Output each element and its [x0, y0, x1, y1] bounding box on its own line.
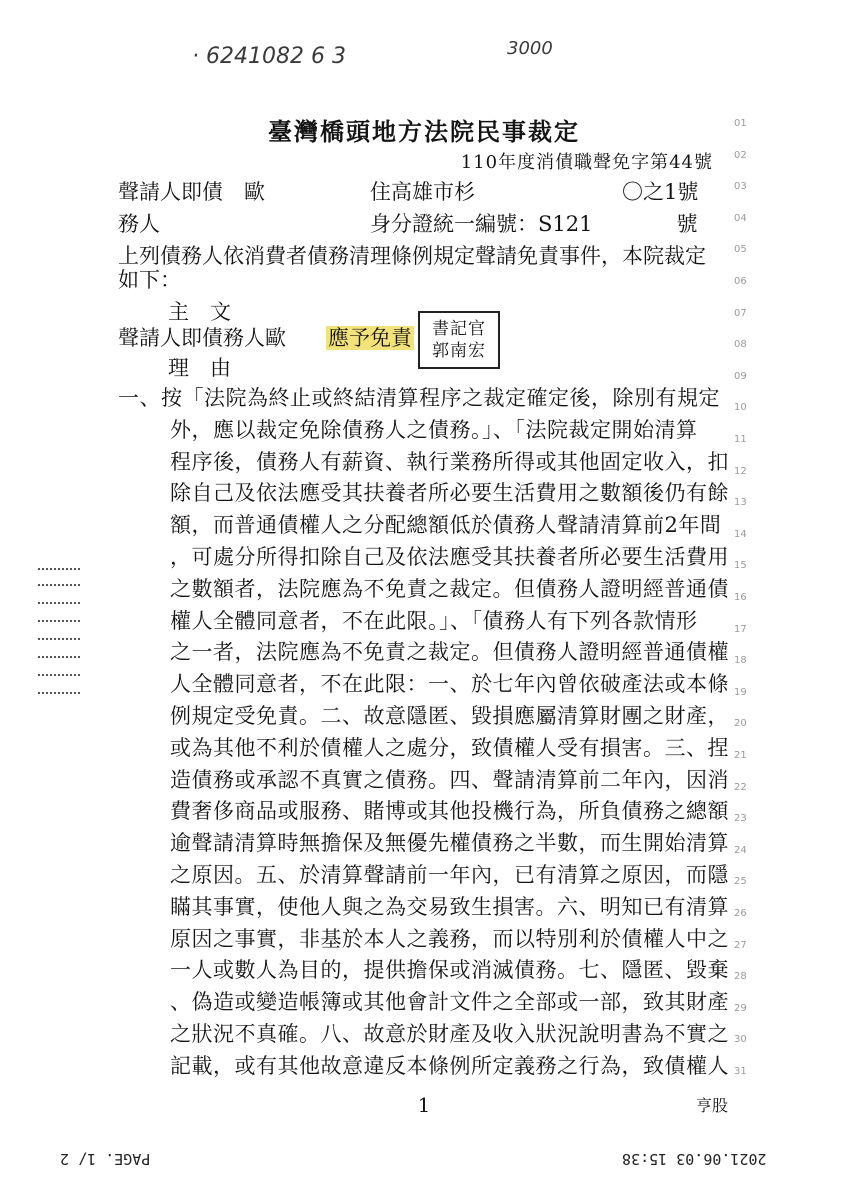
- dot-row: [38, 602, 80, 604]
- margin-line-number: 23: [734, 813, 747, 825]
- dot-row: [38, 568, 80, 570]
- margin-line-number: 08: [734, 339, 747, 351]
- margin-line-number: 30: [734, 1034, 747, 1046]
- margin-line-number: 15: [734, 560, 747, 572]
- margin-line-number: 07: [734, 307, 747, 319]
- margin-line-number: 12: [734, 465, 747, 477]
- margin-line-number: 25: [734, 876, 747, 888]
- page-number: 1: [417, 1093, 431, 1117]
- margin-line-number: 11: [734, 434, 747, 445]
- margin-line-number: 05: [734, 244, 747, 256]
- margin-line-number: 04: [734, 212, 747, 224]
- margin-line-number: 01: [734, 118, 747, 129]
- margin-line-number: 29: [734, 1002, 747, 1014]
- seal-name: 郭南宏: [432, 341, 486, 361]
- fax-header-date: 2021.06.03 15:38: [622, 1150, 767, 1168]
- reason-line: 記載，或有其他故意違反本條例所定義務之行為，致債權人: [170, 1053, 729, 1078]
- margin-line-number: 24: [734, 844, 747, 856]
- reason-line: 瞞其事實，使他人與之為交易致生損害。六、明知已有清算: [170, 894, 729, 919]
- reason-line: 一人或數人為目的，提供擔保或消滅債務。七、隱匿、毀棄: [170, 958, 729, 983]
- handwritten-number: · 6241082 6 3: [192, 44, 346, 69]
- margin-line-number: 19: [734, 686, 747, 698]
- reason-line: 原因之事實，非基於本人之義務，而以特別利於債權人中之: [170, 926, 729, 951]
- intro-line-2: 如下：: [118, 268, 181, 292]
- margin-line-number: 28: [734, 971, 747, 983]
- margin-line-number: 18: [734, 655, 747, 667]
- case-number: 110年度消債職聲免字第44號: [460, 152, 713, 173]
- binding-holes: [38, 568, 80, 698]
- reason-line: 費奢侈商品或服務、賭博或其他投機行為，所負債務之總額: [170, 799, 729, 824]
- reason-line: 之一者，法院應為不免責之裁定。但債務人證明經普通債權: [170, 640, 729, 665]
- dot-row: [38, 674, 80, 676]
- dot-row: [38, 638, 80, 640]
- margin-line-number: 03: [734, 181, 747, 193]
- margin-line-number: 10: [734, 402, 747, 414]
- reason-line: 之狀況不真確。八、故意於財產及收入狀況說明書為不實之: [170, 1022, 729, 1046]
- dot-row: [38, 692, 80, 694]
- margin-line-number: 22: [734, 781, 747, 793]
- margin-line-number: 17: [734, 623, 747, 635]
- dot-row: [38, 656, 80, 658]
- reason-line: 權人全體同意者，不在此限。」、「債務人有下列各款情形: [170, 608, 698, 633]
- reason-line: 之數額者，法院應為不免責之裁定。但債務人證明經普通債: [170, 576, 729, 601]
- dot-row: [38, 584, 80, 586]
- reason-line: 除自己及依法應受其扶養者所必要生活費用之數額後仍有餘: [170, 481, 729, 506]
- reason-line: 人全體同意者，不在此限：一、於七年內曾依破產法或本條: [170, 672, 729, 697]
- margin-line-number: 21: [734, 750, 747, 761]
- ruling-line: [118, 322, 418, 354]
- party-line-2: 務人 身分證統一編號：S121 號: [118, 212, 698, 236]
- margin-line-number: 26: [734, 908, 747, 919]
- reason-line: 或為其他不利於債權人之處分，致債權人受有損害。三、捏: [170, 735, 729, 760]
- reason-line: 、偽造或變造帳簿或其他會計文件之全部或一部，致其財產: [170, 990, 729, 1015]
- reason-line: 外，應以裁定免除債務人之債務。」、「法院裁定開始清算: [170, 417, 698, 442]
- ruling-highlight: 應予免責: [328, 326, 412, 350]
- heading-reason: 理 由: [168, 356, 231, 380]
- margin-line-number: 09: [734, 370, 747, 382]
- seal-title: 書記官: [432, 319, 486, 339]
- reason-line: 一、按「法院為終止或終結清算程序之裁定確定後，除別有規定: [118, 386, 720, 410]
- dot-row: [38, 620, 80, 622]
- fax-header-page: PAGE. 1/ 2: [60, 1150, 151, 1168]
- margin-line-number: 27: [734, 939, 747, 951]
- document-title: 臺灣橋頭地方法院民事裁定: [268, 117, 580, 146]
- margin-line-number: 20: [734, 718, 747, 730]
- reason-line: ，可處分所得扣除自己及依法應受其扶養者所必要生活費用: [170, 545, 729, 569]
- ruling-prefix: 聲請人即債務人歐: [118, 326, 286, 350]
- margin-line-number: 06: [734, 276, 747, 287]
- party-line-1: 聲請人即債 歐 住高雄市杉 〇之1號: [118, 180, 699, 204]
- reason-line: 額，而普通債權人之分配總額低於債務人聲請清算前2年間: [170, 513, 722, 538]
- handwritten-note: 3000: [507, 38, 553, 59]
- margin-line-number: 13: [734, 497, 747, 509]
- intro-line-1: 上列債務人依消費者債務清理條例規定聲請免責事件，本院裁定: [118, 244, 706, 268]
- margin-line-number: 31: [734, 1066, 747, 1077]
- margin-line-number: 14: [734, 528, 747, 540]
- reason-line: 逾聲請清算時無擔保及無優先權債務之半數，而生開始清算: [170, 831, 729, 856]
- reason-line: 程序後，債務人有薪資、執行業務所得或其他固定收入，扣: [170, 449, 729, 474]
- margin-line-number: 02: [734, 149, 747, 161]
- reason-line: 例規定受免責。二、故意隱匿、毀損應屬清算財團之財產，: [170, 704, 729, 728]
- heading-main: 主 文: [168, 300, 231, 324]
- division-label: 亨股: [696, 1096, 729, 1115]
- margin-line-number: 16: [734, 592, 747, 603]
- reason-line: 之原因。五、於清算聲請前一年內，已有清算之原因，而隱: [170, 863, 729, 887]
- reason-line: 造債務或承認不真實之債務。四、聲請清算前二年內，因消: [170, 767, 729, 792]
